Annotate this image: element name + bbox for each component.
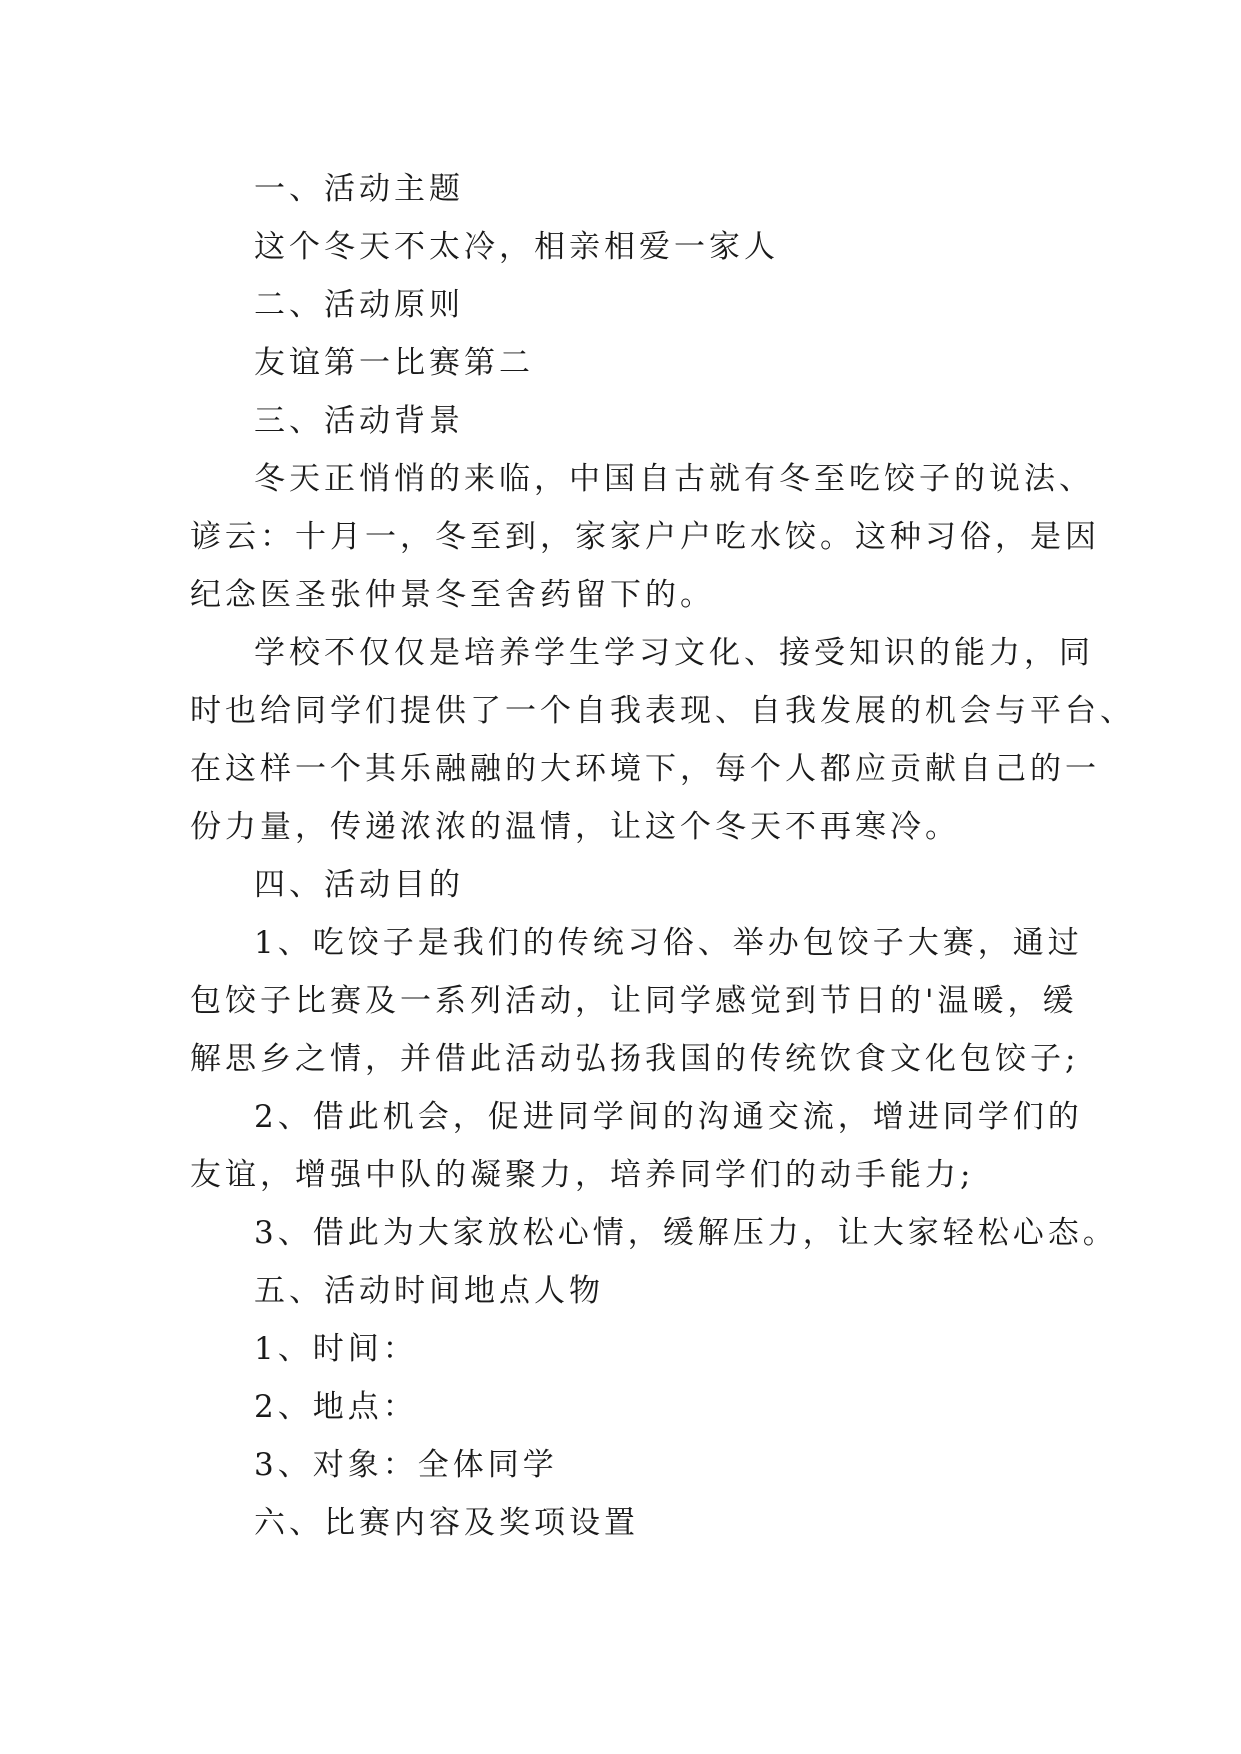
paragraph-school-line: 在这样一个其乐融融的大环境下，每个人都应贡献自己的一	[190, 751, 1100, 787]
heading-activity-theme: 一、活动主题	[254, 171, 464, 207]
info-time: 1、时间：	[254, 1331, 418, 1367]
info-participants: 3、对象：全体同学	[254, 1447, 558, 1483]
purpose-item-1-line: 包饺子比赛及一系列活动，让同学感觉到节日的'温暖，缓	[190, 983, 1078, 1019]
heading-activity-background: 三、活动背景	[254, 403, 464, 439]
paragraph-school-line: 学校不仅仅是培养学生学习文化、接受知识的能力，同	[254, 635, 1094, 671]
paragraph-school-line: 份力量，传递浓浓的温情，让这个冬天不再寒冷。	[190, 809, 960, 845]
paragraph-theme: 这个冬天不太冷，相亲相爱一家人	[254, 229, 779, 265]
heading-time-place-people: 五、活动时间地点人物	[254, 1273, 604, 1309]
paragraph-school-line: 时也给同学们提供了一个自我表现、自我发展的机会与平台、	[190, 693, 1135, 729]
paragraph-background-line: 谚云：十月一，冬至到，家家户户吃水饺。这种习俗，是因	[190, 519, 1100, 555]
paragraph-principle: 友谊第一比赛第二	[254, 345, 534, 381]
purpose-item-2-line: 友谊，增强中队的凝聚力，培养同学们的动手能力;	[190, 1157, 975, 1193]
purpose-item-1-line: 解思乡之情，并借此活动弘扬我国的传统饮食文化包饺子;	[190, 1041, 1080, 1077]
purpose-item-2-line: 2、借此机会，促进同学间的沟通交流，增进同学们的	[254, 1099, 1083, 1135]
heading-contest-and-awards: 六、比赛内容及奖项设置	[254, 1505, 639, 1541]
heading-activity-principle: 二、活动原则	[254, 287, 464, 323]
paragraph-background-line: 冬天正悄悄的来临，中国自古就有冬至吃饺子的说法、	[254, 461, 1094, 497]
document-body	[190, 160, 1135, 1552]
purpose-item-1-line: 1、吃饺子是我们的传统习俗、举办包饺子大赛，通过	[254, 925, 1083, 961]
info-place: 2、地点：	[254, 1389, 418, 1425]
paragraph-background-line: 纪念医圣张仲景冬至舍药留下的。	[190, 577, 715, 613]
purpose-item-3: 3、借此为大家放松心情，缓解压力，让大家轻松心态。	[254, 1215, 1118, 1251]
heading-activity-purpose: 四、活动目的	[254, 867, 464, 903]
